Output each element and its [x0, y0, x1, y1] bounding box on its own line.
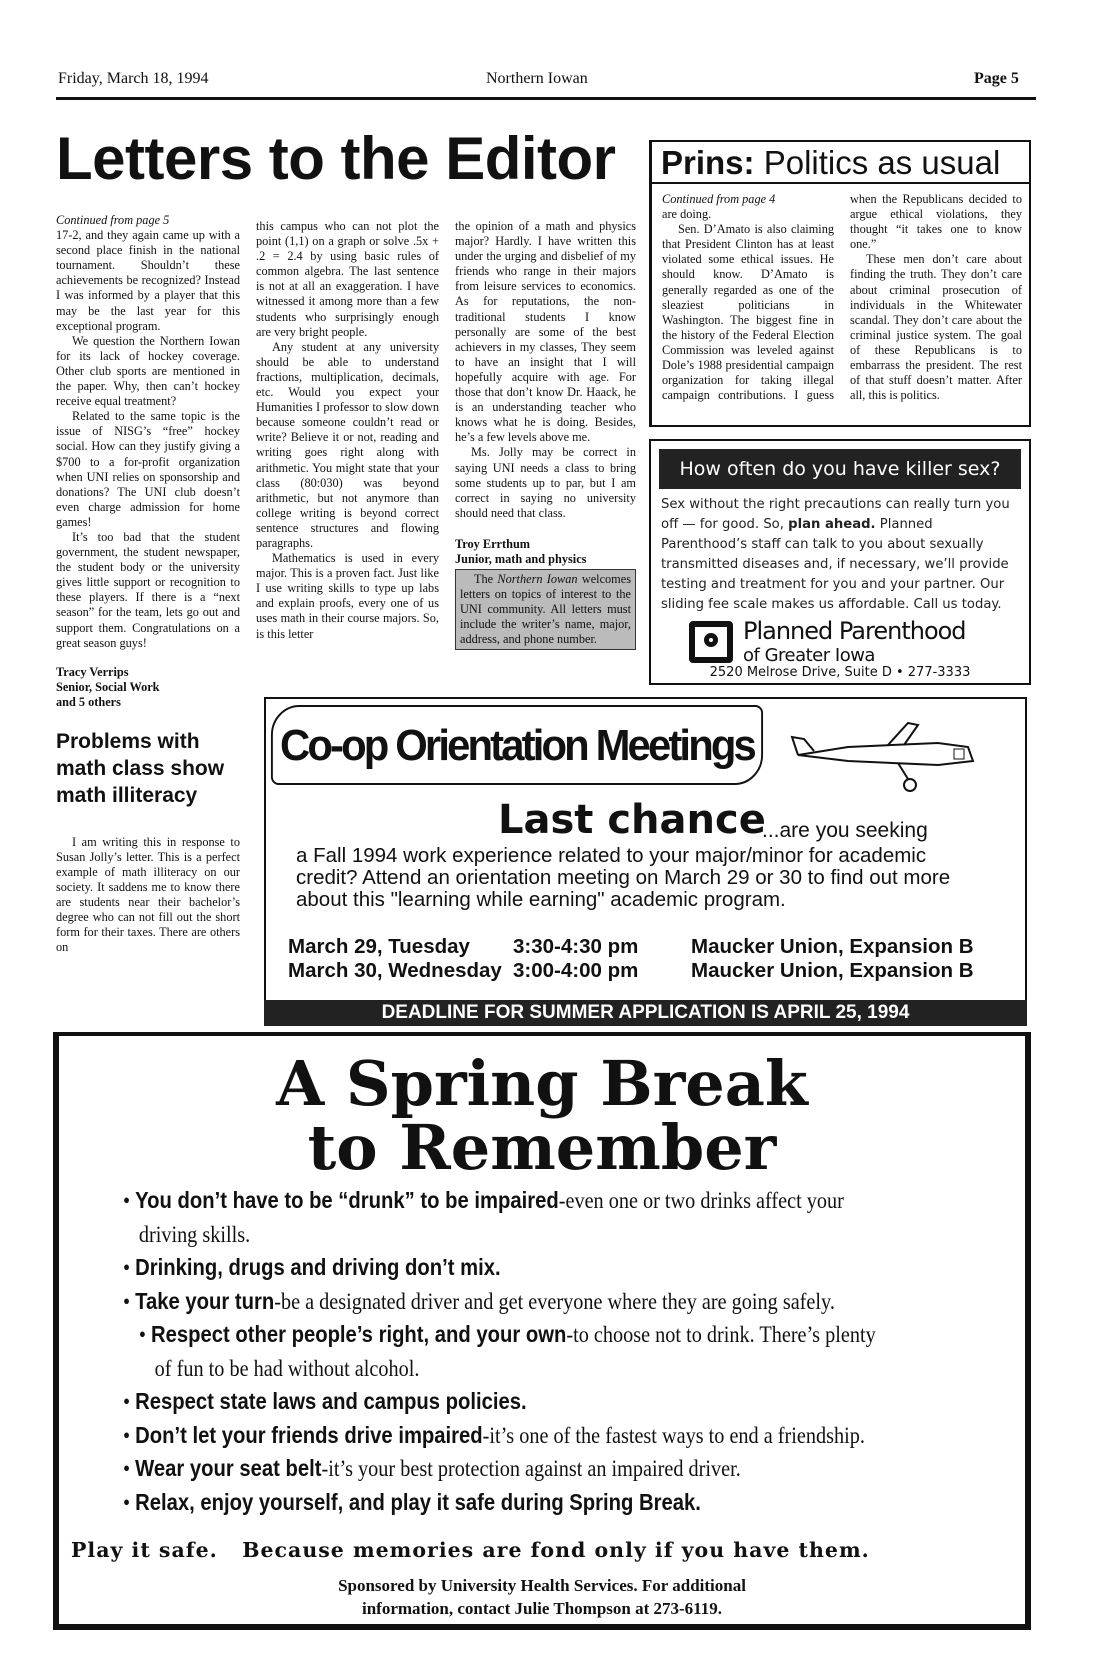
ad-title: How often do you have killer sex? [659, 449, 1021, 489]
paragraph: are doing. [662, 207, 712, 222]
bullet-list [123, 1184, 1003, 1519]
bullet-bold: Respect other people’s right, and your own [150, 1321, 567, 1347]
paragraph: Any student at any university should be able to understand fractions, multiplication, decimals, etc. Would you expect your Humanities I professor to slow down because someone couldn’t read or write? Believe it or not, reading and writing goes right along with arithmetic. You might state that your class (80:030) was beyond arithmetic, but not anymore than college writing is beyond correct sentence structures and flowing paragraphs. [256, 339, 439, 550]
prins-title-bold: Prins: [661, 144, 755, 181]
letter-column-1 [56, 213, 240, 955]
prins-column [649, 140, 1031, 427]
bullet-text: -it’s your best protection against an impaired driver. [321, 1456, 741, 1481]
bullet-item: • You don’t have to be “drunk” to be impaired-even one or two drinks affect your driving skills. [123, 1187, 844, 1247]
ad-tagline [71, 1538, 870, 1562]
ad-text-bold: plan ahead. [788, 517, 876, 532]
paragraph: We question the Northern Iowan for its lack of hockey coverage. Other club sports are mentioned in the paper. Why, then can’t hockey receive equal treatment? [56, 333, 240, 409]
paper-name: Northern Iowan [486, 70, 588, 87]
meeting-date: March 29, Tuesday [288, 935, 470, 958]
policy-text: welcomes letters on topics of interest to the UNI community. All letters must include the writer’s name, major, address, and phone number. [460, 571, 631, 646]
letters-policy-box [455, 569, 636, 650]
bullet-item: • Relax, enjoy yourself, and play it safe during Spring Break. [123, 1488, 701, 1515]
planned-parenthood-ad [649, 439, 1031, 685]
meeting-schedule [288, 935, 974, 983]
bullet-item: • Don’t let your friends drive impaired-it’s one of the fastest ways to end a friendship. [123, 1421, 865, 1448]
airplane-icon [788, 717, 988, 797]
deadline-bar: DEADLINE FOR SUMMER APPLICATION IS APRIL 25, 1994 [264, 1000, 1027, 1026]
bullet-text: -be a designated driver and get everyone where they are going safely. [274, 1288, 835, 1314]
issue-date: Friday, March 18, 1994 [58, 70, 209, 87]
meeting-time: 3:30-4:30 pm [513, 935, 639, 958]
paragraph: Sen. D’Amato is also claiming that President Clinton has at least violated some ethical issues. He should know. D’Amato is generally regarded as one of the sleaziest politicians in Washington. The biggest fine in the history of the Federal Election Commission was leveled against Dole’s 1988 presidential campaign organization for taking illegal campaign contributions. I guess when the Republicans decided to argue ethical violations, they thought “it takes one to know one.” [662, 192, 1022, 403]
prins-title [651, 142, 1029, 184]
bullet-item: • Drinking, drugs and driving don’t mix. [123, 1254, 501, 1280]
meeting-place: Maucker Union, Expansion B [691, 935, 974, 958]
bullet-bold: You don’t have to be “drunk” to be impaired [135, 1187, 559, 1213]
letter-headline: Problems with math class show math illiteracy [56, 729, 225, 807]
ad-text: Planned Parenthood’s staff can talk to you about sexually transmitted diseases and, if necessary, we’ll provide testing and treatment for you and your partner. Our sliding fee scale makes us affordable. Call us today. [661, 517, 1009, 612]
last-chance: Last chance [498, 797, 766, 843]
coop-body: a Fall 1994 work experience related to your major/minor for academic credit? Attend an orientation meeting on March 29 or 30 to find out more about this "learning while earning" academic program. [296, 844, 951, 911]
bullet-bold: Don’t let your friends drive impaired [135, 1421, 483, 1448]
meeting-time: 3:00-4:00 pm [513, 959, 639, 982]
bullet-text: -it’s one of the fastest ways to end a friendship. [482, 1422, 865, 1448]
bullet-item: • Respect other people’s right, and your own-to choose not to drink. There’s plenty of fun to be had without alcohol. [138, 1321, 876, 1381]
seeking-text: ...are you seeking [762, 819, 928, 842]
page-number: Page 5 [974, 70, 1019, 87]
ad-title-line-2: to Remember [307, 1111, 777, 1184]
signature-title: Junior, math and physics [455, 551, 587, 566]
section-headline: Letters to the Editor [56, 125, 616, 192]
policy-text: The [474, 571, 498, 586]
prins-body [662, 192, 1022, 403]
paragraph: this campus who can not plot the point (1,1) on a graph or solve .5x + .2 = 2.4 by using basic rules of common algebra. The last sentence is not at all an exaggeration. I have witnessed it among more than a few students who surprisingly enough are very bright people. [256, 219, 439, 339]
paragraph: Ms. Jolly may be correct in saying UNI needs a class to bring some students up to par, but I am correct in saying no university should need that class. [455, 445, 636, 520]
sponsor-info [59, 1574, 1025, 1620]
sponsor-line: Sponsored by University Health Services. For additional [338, 1576, 746, 1595]
ad-text: Sex without the right precautions can really turn you off — for good. So, [661, 497, 1010, 532]
paragraph: Related to the same topic is the issue of NISG’s “free” hockey social. How can they justify giving a $700 to a for-profit organization when UNI relies on sponsorship and donations? The UNI club doesn’t even charge admission for home games! [56, 409, 240, 529]
coop-banner: Co-op Orientation Meetings [271, 705, 763, 785]
sponsor-line: information, contact Julie Thompson at 273-6119. [361, 1599, 722, 1618]
bullet-item: • Take your turn-be a designated driver and get everyone where they are going safely. [123, 1287, 835, 1314]
tagline-part-2: Because memories are fond only if you have them. [242, 1538, 870, 1562]
paragraph: These men don’t care about finding the truth. They don’t care about criminal prosecution of individuals in the Whitewater scandal. They don’t care about the criminal justice system. The goal of these Republicans is to embarrass the president. The rest of that stuff doesn’t matter. After all, this is politics. [850, 252, 1022, 403]
logo-subtitle: of Greater Iowa [743, 645, 875, 666]
meeting-row [288, 935, 974, 959]
meeting-row [288, 959, 974, 983]
continued-note: Continued from page 5 [56, 213, 170, 227]
policy-paper-name: Northern Iowan [497, 571, 578, 586]
prins-title-rest: Politics as usual [754, 144, 1001, 181]
signature-title: Senior, Social Work [56, 679, 160, 694]
paragraph: the opinion of a math and physics major? Hardly. I have written this under the urging and disbelief of my friends who range in their majors from leisure services to economics. As for reputations, the non-traditional students I know personally are some of the best achievers in my classes, They seem to have an insight that I will hopefully acquire with age. For those that don’t know Dr. Haack, he is an understanding teacher who knows what he is doing. Besides, he’s a few levels above me. [455, 219, 636, 445]
letter-column-3 [455, 219, 636, 650]
bullet-text: -to choose not to drink. There’s plenty of fun to be had without alcohol. [154, 1322, 876, 1381]
planned-parenthood-logo-icon [689, 621, 733, 663]
meeting-place: Maucker Union, Expansion B [691, 959, 974, 982]
bullet-item: • Wear your seat belt-it’s your best protection against an impaired driver. [123, 1455, 741, 1481]
spring-break-ad [53, 1032, 1031, 1630]
paragraph: I am writing this in response to Susan Jolly’s letter. This is a perfect example of math illiteracy on our society. It saddens me to know there are students near their bachelor’s degree who can not fill out the short form for their taxes. There are others on [56, 834, 240, 955]
paragraph: Mathematics is used in every major. This is a proven fact. Just like I use writing skills to type up labs and explain proofs, every one of us uses math in their course majors. So, is this letter [256, 551, 439, 641]
bullet-bold: Take your turn [135, 1287, 275, 1314]
bullet-text: -even one or two drinks affect your driving skills. [138, 1188, 844, 1247]
bullet-bold: Drinking, drugs and driving don’t mix. [135, 1254, 501, 1280]
letter-column-2 [256, 219, 439, 642]
signature-name: Tracy Verrips [56, 664, 129, 679]
signature-extra: and 5 others [56, 694, 121, 709]
paragraph: It’s too bad that the student government, the student newspaper, the student body or the university gives little support or recognition to these players. If there is a “next season” for the team, lets go out and support them. Congratulations on a great season guys! [56, 529, 240, 650]
logo-name: Planned Parenthood [743, 617, 966, 645]
tagline-part-1: Play it safe. [71, 1538, 218, 1562]
bullet-bold: Relax, enjoy yourself, and play it safe during Spring Break. [135, 1488, 701, 1515]
paragraph: 17-2, and they again came up with a second place finish in the national tournament. Shouldn’t these achievements be recognized? Instead I was informed by a player that this may be the last year for this exceptional program. [56, 228, 240, 333]
signature [56, 665, 240, 710]
signature-name: Troy Errthum [455, 536, 531, 551]
coop-ad [264, 697, 1027, 1026]
header-rule [56, 97, 1036, 100]
ad-address: 2520 Melrose Drive, Suite D • 277-3333 [709, 665, 971, 680]
signature [455, 537, 636, 567]
bullet-bold: Respect state laws and campus policies. [135, 1388, 527, 1414]
ad-title-line-1: A Spring Break [276, 1047, 808, 1120]
ad-body [651, 489, 1029, 615]
bullet-bold: Wear your seat belt [135, 1455, 322, 1481]
bullet-item: • Respect state laws and campus policies. [123, 1388, 527, 1414]
meeting-date: March 30, Wednesday [288, 959, 502, 982]
continued-note: Continued from page 4 [662, 192, 776, 206]
